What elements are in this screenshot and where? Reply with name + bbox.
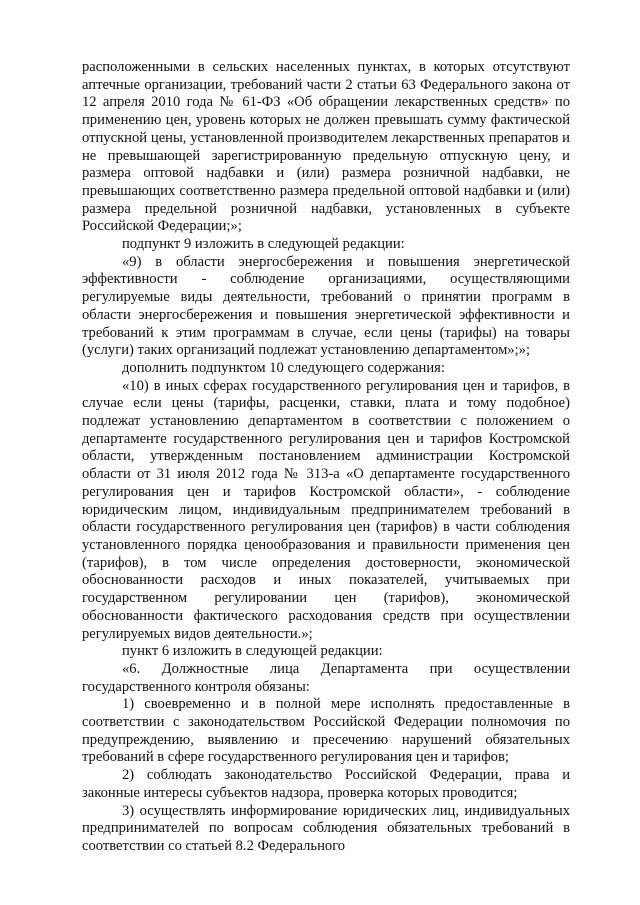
- paragraph-duty-3: 3) осуществлять информирование юридических лиц, индивидуальных предпринимателей по вопросам соблюдения обязательных требований в соответствии со статьей 8.2 Федерального: [82, 802, 570, 854]
- paragraph-subpoint-9-instruction: подпункт 9 изложить в следующей редакции:: [122, 236, 405, 253]
- document-body: [82, 59, 570, 856]
- paragraph-subpoint-10-text: «10) в иных сферах государственного регулирования цен и тарифов, в случае если цены (тарифы, расценки, ставки, плата и тому подобное) подлежат установлению департаментом в соответствии с положением о департаменте государственного регулирования цен и тарифов Костромской области, утвержденным постановлением администрации Костромской области от 31 июля 2012 года № 313-а «О департаменте государственного регулирования цен и тарифов Костромской области», - соблюдение юридическим лицом, индивидуальным предпринимателем требований в области государственного регулирования цен (тарифов) в части соблюдения установленного порядка ценообразования и правильности применения цен (тарифов), в том числе определения достоверности, экономической обоснованности расходов и иных показателей, учитываемых при государственном регулировании цен (тарифов), экономической обоснованности фактического расходования средств при осуществлении регулируемых видов деятельности.»;: [82, 377, 570, 642]
- paragraph-subpoint-9-text: «9) в области энергосбережения и повышения энергетической эффективности - соблюдение организациями, осуществляющими регулируемые виды деятельности, требований о принятии программ в области энергосбережения и повышения энергетической эффективности и требований к этим программам в случае, если цены (тарифы) на товары (услуги) таких организаций подлежат установлению департаментом»;»;: [82, 253, 570, 359]
- paragraph-point-6-instruction: пункт 6 изложить в следующей редакции:: [122, 643, 383, 660]
- paragraph-continuation: расположенными в сельских населенных пунктах, в которых отсутствуют аптечные организации, требований части 2 статьи 63 Федерального закона от 12 апреля 2010 года № 61-ФЗ «Об обращении лекарственных средств» по применению цен, уровень которых не должен превышать сумму фактической отпускной цены, установленной производителем лекарственных препаратов и не превышающей зарегистрированную предельную отпускную цену, и размера оптовой надбавки и (или) размера розничной надбавки, не превышающих соответственно размера предельной оптовой надбавки и (или) размера предельной розничной надбавки, установленных в субъекте Российской Федерации;»;: [82, 59, 570, 235]
- paragraph-duty-1: 1) своевременно и в полной мере исполнять предоставленные в соответствии с законодательством Российской Федерации полномочия по предупреждению, выявлению и пресечению нарушений обязательных требований в сфере государственного регулирования цен и тарифов;: [82, 696, 570, 766]
- paragraph-duty-2: 2) соблюдать законодательство Российской Федерации, права и законные интересы субъектов надзора, проверка которых проводится;: [82, 767, 570, 801]
- paragraph-point-6-text: «6. Должностные лица Департамента при осуществлении государственного контроля обязаны:: [82, 660, 570, 695]
- paragraph-subpoint-10-instruction: дополнить подпунктом 10 следующего содержания:: [122, 359, 445, 376]
